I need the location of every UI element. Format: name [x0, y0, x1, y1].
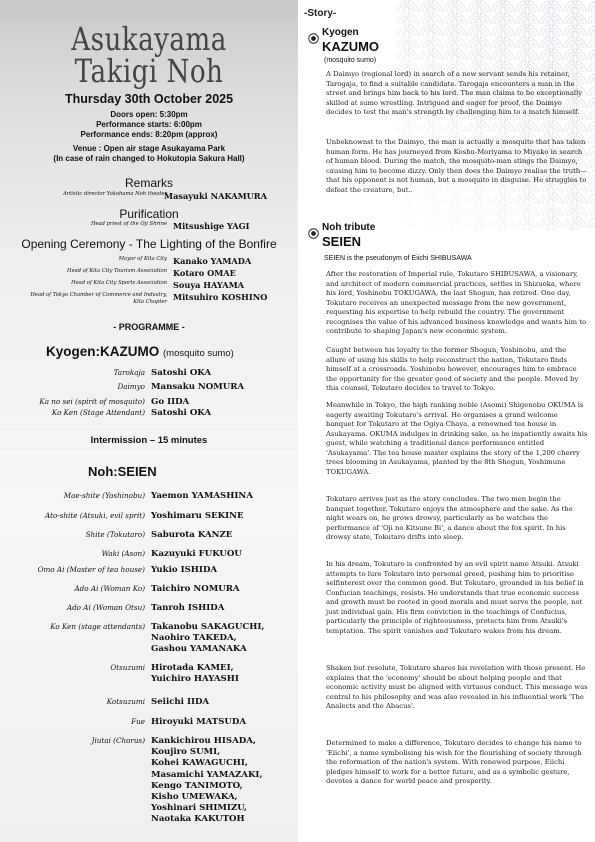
remarks-heading: Remarks — [124, 176, 173, 190]
role-label: Tarokaja — [113, 368, 145, 377]
venue: Venue : Open air stage Asukayama Park — [72, 144, 226, 153]
noh-story-paragraph: Shaken but resolute, Tokutaro shares his revelation with those present. He explains that the 'economy' should be about helping people and that economic activity must be aligned with virtuous conduct. This message was central to his philosophy and was also revealed in his influential work 'The Analects and the Abacus'. — [326, 664, 588, 711]
name-line: Yoshinari SHIMIZU, — [151, 803, 247, 814]
noh-story-title: SEIEN — [322, 234, 362, 249]
cast-row — [0, 549, 298, 561]
doors-open: Doors open: 5:30pm — [110, 110, 188, 119]
programme-label: - PROGRAMME - — [113, 322, 185, 332]
person-name: Satoshi OKA — [151, 408, 212, 418]
role-label: Ado Ai (Woman Otsu) — [66, 603, 145, 612]
role-label: Daimyo — [117, 382, 145, 391]
person-name: Hiroyuki MATSUDA — [151, 717, 247, 727]
story-panel — [298, 0, 595, 842]
noh-story-paragraph: Determined to make a difference, Tokutaro decides to change his name to 'Eiichi', a name symbolising his wish for the flourishing of society through the reformation of the nation's system. With renewed purpose, Eiichi pledges himself to work for a better future, and as a symbolic gesture, devotes a dance for world peace and prosperity. — [326, 739, 582, 786]
ceremony-heading: Opening Ceremony - The Lighting of the Bonfire — [21, 237, 277, 251]
person-name: Masayuki NAKAMURA — [164, 191, 267, 201]
role-label: Omo Ai (Master of tea house) — [37, 565, 145, 574]
noh-story-subtitle: SEIEN is the pseudonym of Eiichi SHIBUSAWA — [324, 255, 472, 262]
person-name: Tanroh ISHIDA — [151, 603, 225, 613]
kyogen-title: Kyogen:KAZUMO — [46, 344, 160, 359]
divider — [0, 452, 298, 453]
person-name: Mitsuhiro KOSHINO — [173, 292, 268, 302]
performance-end: Performance ends: 8:20pm (approx) — [80, 130, 218, 139]
role-label: Artistic director Yokohama Noh theater — [62, 191, 167, 197]
name-line: Koujiro SUMI, — [151, 747, 221, 758]
person-name: Go IIDA — [151, 397, 190, 407]
role-label: Fue — [131, 717, 145, 726]
name-line: Kisho UMEWAKA, — [151, 792, 238, 803]
name-line: Takanobu SAKAGUCHI, — [151, 622, 265, 632]
cast-row — [0, 603, 298, 615]
noh-heading: Noh:SEIEN — [88, 464, 157, 479]
role-label: Jiutai (Chorus) — [91, 736, 145, 745]
ceremony-row — [0, 268, 298, 280]
cast-row — [0, 622, 298, 658]
role-label: Otsuzumi — [110, 663, 145, 672]
person-name: Kazuyuki FUKUOU — [151, 549, 242, 559]
role-label: Ko Ken (stage attendants) — [50, 622, 145, 631]
noh-story-paragraph: Caught between his loyalty to the former Shogun, Yoshinobu, and the allure of using his skills to help reconstruct the nation, Tokutaro finds himself at a crossroads. Yoshinobu however, encourages him to embrace the opportunity for the greater good of society and the people. Moved by this counsel, Tokutaro decides to travel to Tokyo. — [326, 346, 579, 393]
role-label: Kotsuzumi — [106, 697, 145, 706]
name-line: Hirotada KAMEI, — [151, 663, 234, 673]
cast-row — [0, 491, 298, 503]
person-name — [151, 622, 264, 656]
purification-row — [0, 221, 298, 233]
person-name — [151, 736, 262, 826]
role-label: Ato-shite (Atsuki, evil sprit) — [45, 511, 145, 520]
person-name: Taichiro NOMURA — [151, 584, 240, 594]
role-label: Mae-shite (Yoshinobu) — [63, 491, 145, 500]
name-line: Yuichiro HAYASHI — [151, 674, 239, 685]
kyogen-subtitle: (mosquito sumo) — [163, 348, 234, 359]
cast-row — [0, 717, 298, 729]
divider — [0, 426, 298, 427]
person-name: Kotaro OMAE — [173, 268, 236, 278]
noh-story-paragraph: Meanwhile in Tokyo, the high ranking noble (Asomi) Shigenobu OKUMA is eagerly awaiting Tokutaro's arrival. He organises a grand welcome banquet for Tokutaro at the Ogiya Chaya, a renowned tea house in Asukayama. OKUMA indulges in drinking sake, as he impatiently awaits his guest, while watching a traditional dance performance entitled 'Asukayama'. The tea house master explains the story of the 1,200 cherry trees blooming in Asukayama, planted by the 8th Shogun, Yoshimune TOKUGAWA. — [326, 401, 588, 476]
cast-row — [0, 697, 298, 709]
name-line: Masamichi YAMAZAKI, — [151, 769, 263, 780]
role-label: Ko Ken (Stage Attendant) — [51, 408, 145, 417]
bullet-icon — [308, 33, 319, 44]
cast-row — [0, 511, 298, 523]
person-name: Saburota KANZE — [151, 530, 233, 540]
event-date: Thursday 30th October 2025 — [64, 92, 234, 106]
story-label: -Story- — [304, 8, 337, 19]
kyogen-heading — [46, 344, 234, 359]
rain-venue: (In case of rain changed to Hokutopia Sakura Hall) — [53, 154, 245, 163]
noh-story-label: Noh tribute — [322, 222, 376, 233]
ceremony-row — [0, 256, 298, 268]
person-name: Seiichi IIDA — [151, 697, 210, 707]
purification-heading: Purification — [119, 207, 179, 221]
person-name: Yoshimaru SEKINE — [151, 511, 244, 521]
kyogen-story-subtitle: (mosquito sumo) — [324, 57, 377, 64]
kyogen-story-title: KAZUMO — [322, 39, 380, 54]
person-name: Mitsushige YAGI — [173, 221, 250, 231]
kyogen-story-label: Kyogen — [322, 27, 359, 38]
ceremony-row — [0, 280, 298, 292]
intermission-label: Intermission – 15 minutes — [90, 435, 208, 446]
name-line: Kengo TANIMOTO, — [151, 780, 243, 791]
role-label: Waki (Ason) — [101, 549, 145, 558]
kyogen-story-paragraph: A Daimyo (regional lord) in search of a new servant sends his retainer, Tarogaja, to find a suitable candidate. Tarogaja encounters a man in the street and brings him back to his lord. The man claims to be exceptionally skilled at sumo wrestling. Intrigued and eager for proof, the Daimyo decides to test the man's strength by challenging him to a match himself. — [326, 70, 583, 117]
role-label: Ka no sei (spirit of mosquito) — [39, 397, 145, 406]
cast-row — [0, 382, 298, 394]
name-line: Naohiro TAKEDA, — [151, 633, 237, 644]
person-name: Yaemon YAMASHINA — [151, 491, 253, 501]
role-label: Ado Ai (Woman Ko) — [74, 584, 145, 593]
person-name: Kanako YAMADA — [173, 256, 252, 266]
person-name: Satoshi OKA — [151, 368, 212, 378]
role-label: Head of Tokyo Chamber of Commerce and Industry, — [30, 292, 167, 298]
title-line-1: Asukayama — [71, 20, 227, 58]
noh-story-paragraph: Tokutaro arrives just as the story concludes. The two men begin the banquet together. Tokutaro enjoys the atmosphere and the sake. As the night wears on, he grows drowsy, particularly as he watches the performance of 'Oji no Kitsune Bi', a dance about the fox spirit. In his drowsy state, Tokutaro drifts into sleep. — [326, 495, 573, 542]
role-label-line-2: Kita Chapter — [133, 299, 167, 305]
noh-story-paragraph: In his dream, Tokutaro is confronted by an evil spirit name Atsuki. Atsuki attempts to lure Tokutaro into personal greed, pushing him to prioritise selfinterest over the common good. But Tokutaro, grounded in his belief in Confucian teachings, resists. He understands that true economic success and growth must be rooted in good morals and must serve the people, not just individual gain. His firm conviction in the teachings of Confucius, particularly the principle of righteousness, protects him from Atsuki's temptation. The spirit vanishes and Tokutaro wakes from his dream. — [326, 560, 584, 635]
role-label: Shite (Tokutaro) — [85, 530, 145, 539]
ceremony-row — [0, 292, 298, 310]
title-line-2: Takigi Noh — [74, 52, 224, 90]
person-name — [151, 663, 239, 685]
cast-row — [0, 584, 298, 596]
cast-row — [0, 368, 298, 380]
cast-row — [0, 565, 298, 577]
name-line: Kankichirou HISADA, — [151, 736, 256, 746]
name-line: Naotaka KAKUTOH — [151, 814, 245, 825]
noh-story-paragraph: After the restoration of Imperial rule, Tokutaro SHIBUSAWA, a visionary, and architect of modern commercial practices, settles in Shizuoka, where his lord, Yoshinobu TOKUGAWA, the last Shogun, has retired. One day, Tokutaro receives an unexpected message from the new government, requesting his expertise to help rebuild the country. The government recognises the value of his advanced business knowledge and wants him to contribute to shaping Japan's new economic system. — [326, 270, 587, 336]
role-label: Head priest of the Oji Shrine — [90, 221, 167, 227]
name-line: Kohei KAWAGUCHI, — [151, 758, 248, 769]
cast-row — [0, 408, 298, 420]
role-label: Mayor of Kita City — [118, 256, 167, 262]
bullet-icon — [308, 228, 319, 239]
name-line: Gashou YAMANAKA — [151, 644, 247, 655]
kyogen-story-paragraph: Unbeknownst to the Daimyo, the man is actually a mosquito that has taken human form. He has journeyed from Koshu-Moriyama to Miyako in search of human blood. During the match, the mosquito-man stings the Daimyo, causing him to become dizzy. Only then does the Daimyo realise the truth—that his opponent is not human, but a mosquito in disguise. He struggles to defeat the creature, but.. — [326, 138, 588, 194]
person-name: Souya HAYAMA — [173, 280, 245, 290]
cast-row — [0, 663, 298, 687]
person-name: Mansaku NOMURA — [151, 382, 245, 392]
cast-row — [0, 736, 298, 832]
cast-row — [0, 530, 298, 542]
role-label: Head of Kita City Tourism Association — [67, 268, 167, 274]
performance-start: Performance starts: 6:00pm — [96, 120, 202, 129]
remarks-row — [0, 191, 298, 203]
role-label: Head of Kita City Sports Association — [71, 280, 167, 286]
person-name: Yukio ISHIDA — [151, 565, 218, 575]
